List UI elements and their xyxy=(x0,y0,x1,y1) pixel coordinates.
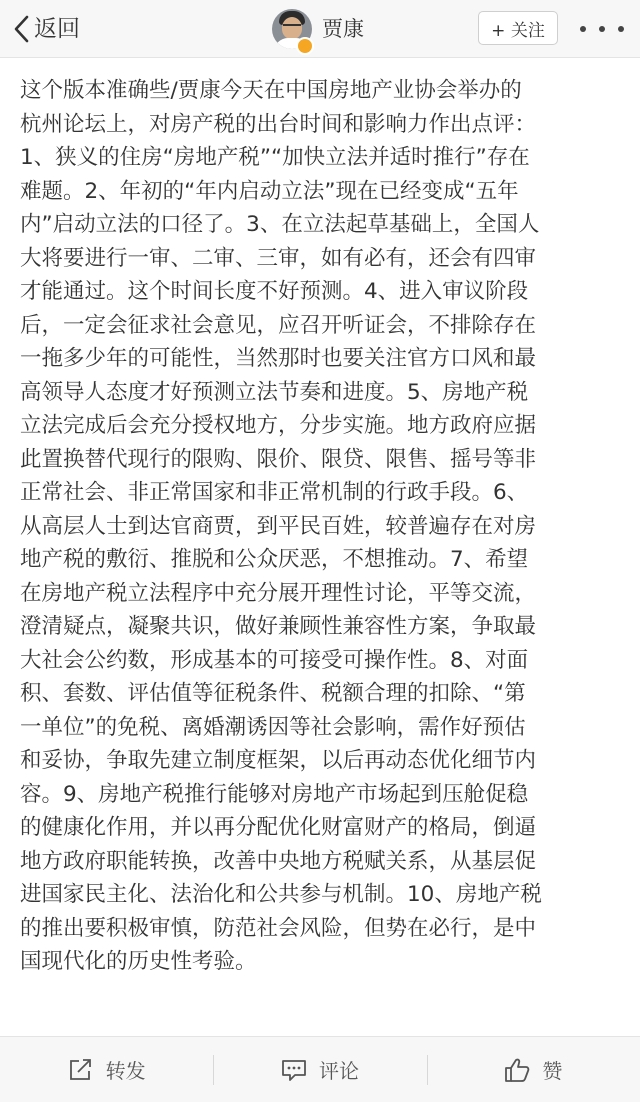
post-text-line: 正常社会、非正常国家和非正常机制的行政手段。6、 xyxy=(20,480,529,505)
comment-icon xyxy=(281,1058,319,1082)
post-text-line: 在房地产税立法程序中充分展开理性讨论，平等交流， xyxy=(20,580,537,606)
post-text-line: 积、套数、评估值等征税条件、税额合理的扣除、“第 xyxy=(20,681,526,706)
post-text-line: 的推出要积极审慎，防范社会风险，但势在必行，是中 xyxy=(20,915,537,941)
comment-button[interactable] xyxy=(213,1037,426,1102)
post-text-line: 后，一定会征求社会意见，应召开听证会，不排除存在 xyxy=(20,312,537,338)
user-info[interactable] xyxy=(272,9,364,49)
post-text-line: 容。9、房地产税推行能够对房地产市场起到压舱促稳 xyxy=(20,781,529,807)
post-text-line: 杭州论坛上，对房产税的出台时间和影响力作出点评： xyxy=(20,111,537,137)
back-label: 返回 xyxy=(34,16,80,42)
post-text-line: 大社会公约数，形成基本的可接受可操作性。8、对面 xyxy=(20,647,529,673)
post-text-line: 大将要进行一审、二审、三审，如有必有，还会有四审 xyxy=(20,245,537,271)
post-text-line: 这个版本准确些/贾康今天在中国房地产业协会举办的 xyxy=(20,78,522,103)
verified-badge-icon xyxy=(296,37,314,55)
comment-label: 评论 xyxy=(318,1059,359,1083)
like-button[interactable] xyxy=(427,1037,640,1102)
nav-bar xyxy=(0,0,640,58)
post-text xyxy=(20,74,624,979)
action-bar xyxy=(0,1036,640,1102)
post-text-line: 此置换替代现行的限购、限价、限贷、限售、摇号等非 xyxy=(20,446,537,472)
post-text-line: 一单位”的免税、离婚潮诱因等社会影响，需作好预估 xyxy=(20,714,526,740)
post-text-line: 一拖多少年的可能性，当然那时也要关注官方口风和最 xyxy=(20,346,537,371)
post-text-line: 进国家民主化、法治化和公共参与机制。10、房地产税 xyxy=(20,882,542,907)
more-dots-icon[interactable] xyxy=(580,14,624,44)
post-text-line: 立法完成后会充分授权地方，分步实施。地方政府应据 xyxy=(20,413,537,438)
repost-label: 转发 xyxy=(105,1059,146,1083)
post-text-line: 内”启动立法的口径了。3、在立法起草基础上，全国人 xyxy=(20,212,540,237)
post-text-line: 难题。2、年初的“年内启动立法”现在已经变成“五年 xyxy=(20,178,519,204)
like-label: 赞 xyxy=(542,1059,563,1083)
chevron-left-icon xyxy=(14,15,30,43)
post-text-line: 澄清疑点，凝聚共识，做好兼顾性兼容性方案，争取最 xyxy=(20,614,537,639)
thumbs-up-icon xyxy=(504,1057,542,1083)
post-text-line: 地产税的敷衍、推脱和公众厌恶，不想推动。7、希望 xyxy=(20,547,529,572)
follow-button[interactable]: + 关注 xyxy=(478,11,558,45)
post-text-line: 从高层人士到达官商贾，到平民百姓，较普遍存在对房 xyxy=(20,513,537,539)
repost-button[interactable] xyxy=(0,1037,213,1102)
post-text-line: 国现代化的历史性考验。 xyxy=(20,949,257,974)
post-text-line: 高领导人态度才好预测立法节奏和进度。5、房地产税 xyxy=(20,379,529,405)
post-text-line: 和妥协，争取先建立制度框架，以后再动态优化细节内 xyxy=(20,748,537,773)
back-button[interactable] xyxy=(14,10,80,48)
post-text-line: 才能通过。这个时间长度不好预测。4、进入审议阶段 xyxy=(20,279,529,304)
user-name[interactable]: 贾康 xyxy=(322,17,364,41)
repost-icon xyxy=(68,1058,106,1082)
post-text-line: 1、狭义的住房“房地产税”“加快立法并适时推行”存在 xyxy=(20,145,530,170)
post-text-line: 地方政府职能转换，改善中央地方税赋关系，从基层促 xyxy=(20,848,537,874)
post-text-line: 的健康化作用，并以再分配优化财富财产的格局，倒逼 xyxy=(20,815,537,840)
